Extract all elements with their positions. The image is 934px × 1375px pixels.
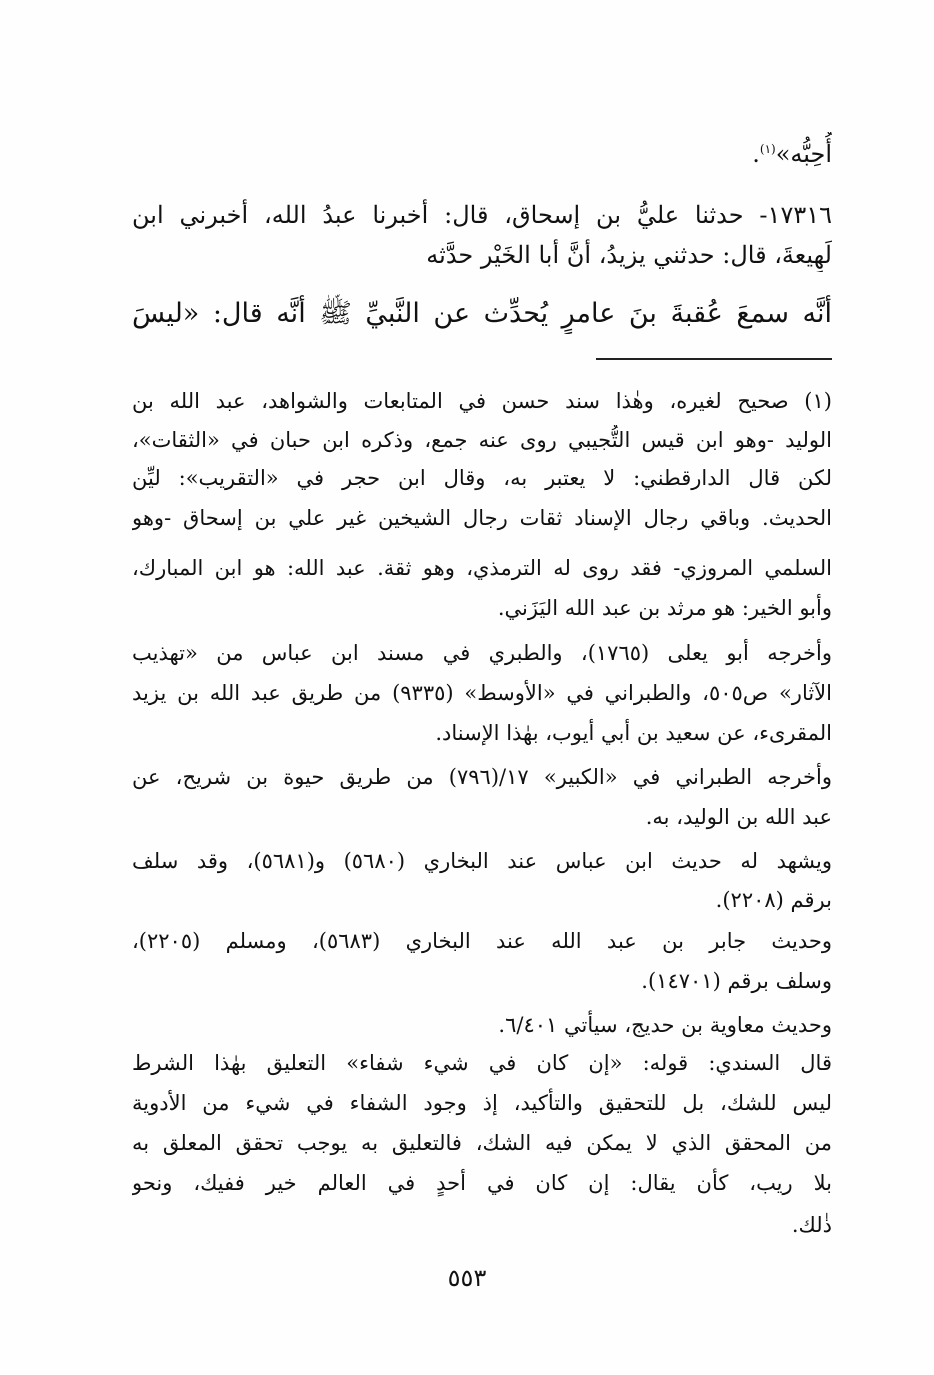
footnote-line: وحديث جابر بن عبد الله عند البخاري (٥٦٨٣)، ومسلم (٢٢٠٥)، <box>132 929 832 953</box>
footnote-line: وأخرجه أبو يعلى (١٧٦٥)، والطبري في مسند ابن عباس من «تهذيب <box>132 641 832 665</box>
hadith-line-1: ١٧٣١٦- حدثنا عليُّ بن إسحاق، قال: أخبرنا عبدُ الله، أخبرني ابن <box>132 201 832 229</box>
hadith-line-3: أنَّه سمعَ عُقبةَ بنَ عامرٍ يُحدِّث عن النَّبيِّ ﷺ أنَّه قال: «ليسَ <box>132 298 832 329</box>
footnote-line: الوليد -وهو ابن قيس التُّجيبي روى عنه جمع، وذكره ابن حبان في «الثقات»، <box>132 428 832 452</box>
footnote-line: لكن قال الدارقطني: لا يعتبر به، وقال ابن حجر في «التقريب»: ليِّن <box>132 466 832 490</box>
footnote-line: (١) صحيح لغيره، وهٰذا سند حسن في المتابعات والشواهد، عبد الله بن <box>132 389 832 413</box>
footnote-line: وأخرجه الطبراني في «الكبير» ١٧/(٧٩٦) من طريق حيوة بن شريح، عن <box>132 765 832 789</box>
footnote-line: الآثار» ص٥٠٥، والطبراني في «الأوسط» (٩٣٣٥) من طريق عبد الله بن يزيد <box>132 681 832 705</box>
page-number: ٥٥٣ <box>447 1264 487 1292</box>
footnote-line: ذٰلك. <box>791 1213 832 1237</box>
footnote-line: وسلف برقم (١٤٧٠١). <box>641 969 832 993</box>
footnote-line: ليس للشك، بل للتحقيق والتأكيد، إذ وجود الشفاء في شيء من الأدوية <box>132 1091 832 1115</box>
footnote-divider <box>596 358 832 360</box>
footnote-line: من المحقق الذي لا يمكن فيه الشك، فالتعليق به يوجب تحقق المعلق به <box>132 1131 832 1155</box>
footnote-line: ويشهد له حديث ابن عباس عند البخاري (٥٦٨٠) و(٥٦٨١)، وقد سلف <box>132 849 832 873</box>
footnote-line: السلمي المروزي- فقد روى له الترمذي، وهو ثقة. عبد الله: هو ابن المبارك، <box>132 556 832 580</box>
footnote-line: وحديث معاوية بن حديج، سيأتي ٦/٤٠١. <box>498 1013 832 1037</box>
footnote-line: عبد الله بن الوليد، به. <box>645 805 832 829</box>
footnote-reference: (١) <box>759 142 776 156</box>
footnote-line: الحديث. وباقي رجال الإسناد ثقات رجال الشيخين غير علي بن إسحاق -وهو <box>132 506 832 530</box>
closing-line <box>132 132 832 171</box>
footnote-line: وأبو الخير: هو مرثد بن عبد الله اليَزَني. <box>497 596 832 620</box>
closing-word: أُحِبُّه» <box>775 140 832 168</box>
closing-period: . <box>752 140 760 168</box>
footnote-line: برقم (٢٢٠٨). <box>715 888 832 912</box>
hadith-line-2: لَهِيعةَ، قال: حدثني يزيدُ، أنَّ أبا الخَيْر حدَّثه <box>426 241 832 269</box>
footnote-line: المقرىء، عن سعيد بن أبي أيوب، بهٰذا الإسناد. <box>435 721 832 745</box>
footnote-line: قال السندي: قوله: «إن كان في شيء شفاء» التعليق بهٰذا الشرط <box>132 1051 832 1075</box>
footnote-line: بلا ريب، كأن يقال: إن كان في أحدٍ في العالم خير ففيك، ونحو <box>132 1171 832 1195</box>
